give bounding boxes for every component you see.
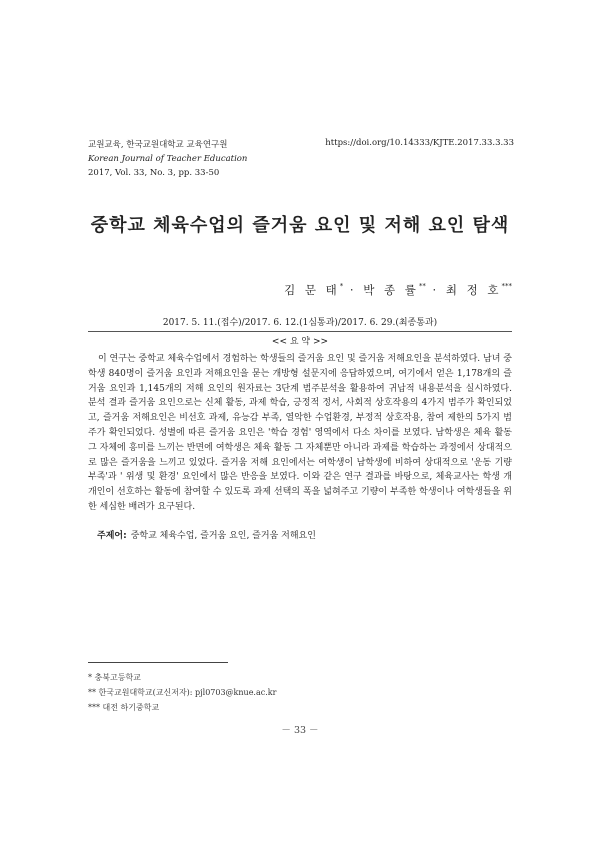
publisher-line: 교원교육, 한국교원대학교 교육연구원 xyxy=(88,140,228,150)
abstract-label: << 요 약 >> xyxy=(271,337,329,347)
author-separator: · xyxy=(425,283,446,297)
footnote-divider xyxy=(88,662,228,663)
keywords-text: 중학교 체육수업, 즐거움 요인, 즐거움 저해요인 xyxy=(130,531,316,541)
footnotes xyxy=(88,670,276,715)
journal-name: Korean Journal of Teacher Education xyxy=(88,154,248,164)
author-mark: *** xyxy=(501,282,512,290)
citation-line: 2017, Vol. 33, No. 3, pp. 33-50 xyxy=(88,168,220,178)
paper-title: 중학교 체육수업의 즐거움 요인 및 저해 요인 탐색 xyxy=(90,215,510,236)
footnote: * 충북고등학교 xyxy=(88,673,141,682)
author-list xyxy=(284,282,512,298)
footnote: *** 대전 하기중학교 xyxy=(88,703,160,712)
doi-link[interactable]: https://doi.org/10.14333/KJTE.2017.33.3.33 xyxy=(325,138,514,148)
author-name: 최 정 호 xyxy=(445,283,502,297)
author-separator: · xyxy=(343,283,364,297)
abstract-heading xyxy=(88,331,512,347)
keywords xyxy=(97,528,316,541)
footnote: ** 한국교원대학교(교신저자): pjl0703@knue.ac.kr xyxy=(88,688,277,697)
author-name: 박 종 률 xyxy=(363,283,419,297)
keywords-label: 주제어: xyxy=(97,531,127,541)
author-mark: ** xyxy=(418,282,426,290)
submission-dates: 2017. 5. 11.(접수)/2017. 6. 12.(1심통과)/2017. 6. 29.(최종통과) xyxy=(162,318,438,328)
page-number: － 33 － xyxy=(281,725,319,736)
author-name: 김 문 태 xyxy=(284,283,340,297)
author-mark: * xyxy=(339,282,344,290)
journal-header xyxy=(88,138,247,180)
abstract-text: 이 연구는 중학교 체육수업에서 경험하는 학생들의 즐거움 요인 및 즐거움 저해요인을 분석하였다. 남녀 중학생 840명이 즐거움 요인과 저해요인을 묻는 개방형 설문지에 응답하였으며, 여기에서 얻은 1,178개의 즐거움 요인과 1,145개의 저해 요인의 원자료는 3단계 범주분석을 활용하여 귀납적 내용분석을 실시하였다. 분석 결과 즐거움 요인으로는 신체 활동, 과제 학습, 긍정적 정서, 사회적 상호작용의 4가지 범주가 확인되었고, 즐거움 저해요인은 비선호 과제, 유능감 부족, 열악한 수업환경, 부정적 상호작용, 참여 제한의 5가지 범주가 확인되었다. 성별에 따른 즐거움 요인은 '학습 경험' 영역에서 다소 차이를 보였다. 남학생은 체육 활동 그 자체에 흥미를 느끼는 반면에 여학생은 체육 활동 그 자체뿐만 아니라 과제를 학습하는 과정에서 상대적으로 많은 즐거움을 느끼고 있었다. 즐거움 저해 요인에서는 여학생이 남학생에 비하여 상대적으로 '운동 기량 부족'과 ' 위생 및 환경' 요인에서 많은 반응을 보였다. 이와 같은 연구 결과를 바탕으로, 체육교사는 학생 개개인이 선호하는 활동에 참여할 수 있도록 과제 선택의 폭을 넓혀주고 기량이 부족한 학생이나 여학생들을 위한 세심한 배려가 요구된다. xyxy=(88,354,512,512)
